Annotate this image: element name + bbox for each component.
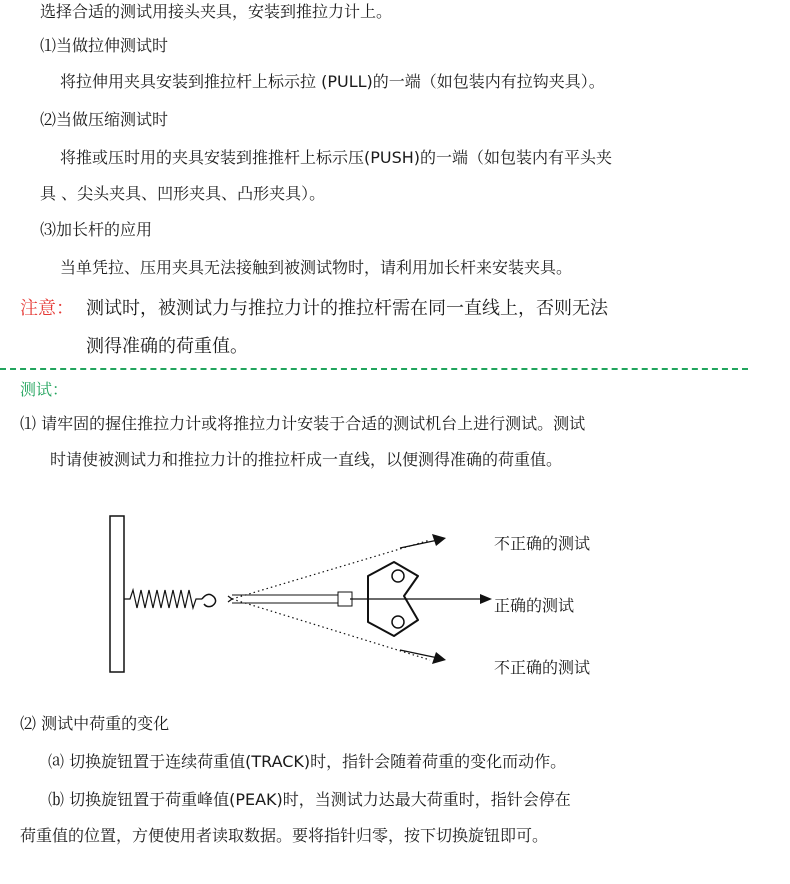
item3-title: ⑶加长杆的应用	[40, 220, 153, 239]
section-divider	[0, 368, 748, 370]
intro-line: 选择合适的测试用接头夹具，安装到推拉力计上。	[40, 2, 393, 21]
item1-body: 将拉伸用夹具安装到推拉杆上标示拉 (PULL)的一端（如包装内有拉钩夹具）。	[60, 72, 605, 91]
item1-title: ⑴当做拉伸测试时	[40, 36, 169, 55]
testing-p2-title: ⑵ 测试中荷重的变化	[20, 714, 170, 733]
item2-body-line2: 具 、尖头夹具、凹形夹具、凸形夹具）。	[40, 184, 326, 203]
testing-p1-line2: 时请使被测试力和推拉力计的推拉杆成一直线，以便测得准确的荷重值。	[50, 450, 563, 469]
wall	[110, 516, 124, 672]
note-label: 注意：	[20, 298, 74, 319]
hook-icon	[202, 594, 216, 606]
note-line1: 测试时，被测试力与推拉力计的推拉杆需在同一直线上，否则无法	[86, 298, 608, 319]
arrow-bottom	[400, 650, 438, 658]
test-alignment-diagram	[100, 510, 660, 690]
testing-p2-b-line2: 荷重值的位置，方便使用者读取数据。要将指针归零，按下切换旋钮即可。	[20, 826, 549, 845]
label-incorrect-top: 不正确的测试	[494, 534, 591, 553]
testing-heading: 测试：	[20, 380, 69, 399]
testing-p2-b-line1: ⒝ 切换旋钮置于荷重峰值(PEAK)时，当测试力达最大荷重时，指针会停在	[48, 790, 571, 809]
item2-title: ⑵当做压缩测试时	[40, 110, 169, 129]
item2-body-line1: 将推或压时用的夹具安装到推推杆上标示压(PUSH)的一端（如包装内有平头夹	[60, 148, 613, 167]
label-incorrect-bottom: 不正确的测试	[494, 658, 591, 677]
arrow-top	[400, 540, 438, 548]
label-correct: 正确的测试	[494, 596, 575, 615]
spring	[124, 590, 202, 608]
testing-p1-line1: ⑴ 请牢固的握住推拉力计或将推拉力计安装于合适的测试机台上进行测试。测试	[20, 414, 586, 433]
note-line2: 测得准确的荷重值。	[86, 336, 248, 357]
item3-body: 当单凭拉、压用夹具无法接触到被测试物时，请利用加长杆来安装夹具。	[60, 258, 573, 277]
testing-p2-a: ⒜ 切换旋钮置于连续荷重值(TRACK)时，指针会随着荷重的变化而动作。	[48, 752, 567, 771]
